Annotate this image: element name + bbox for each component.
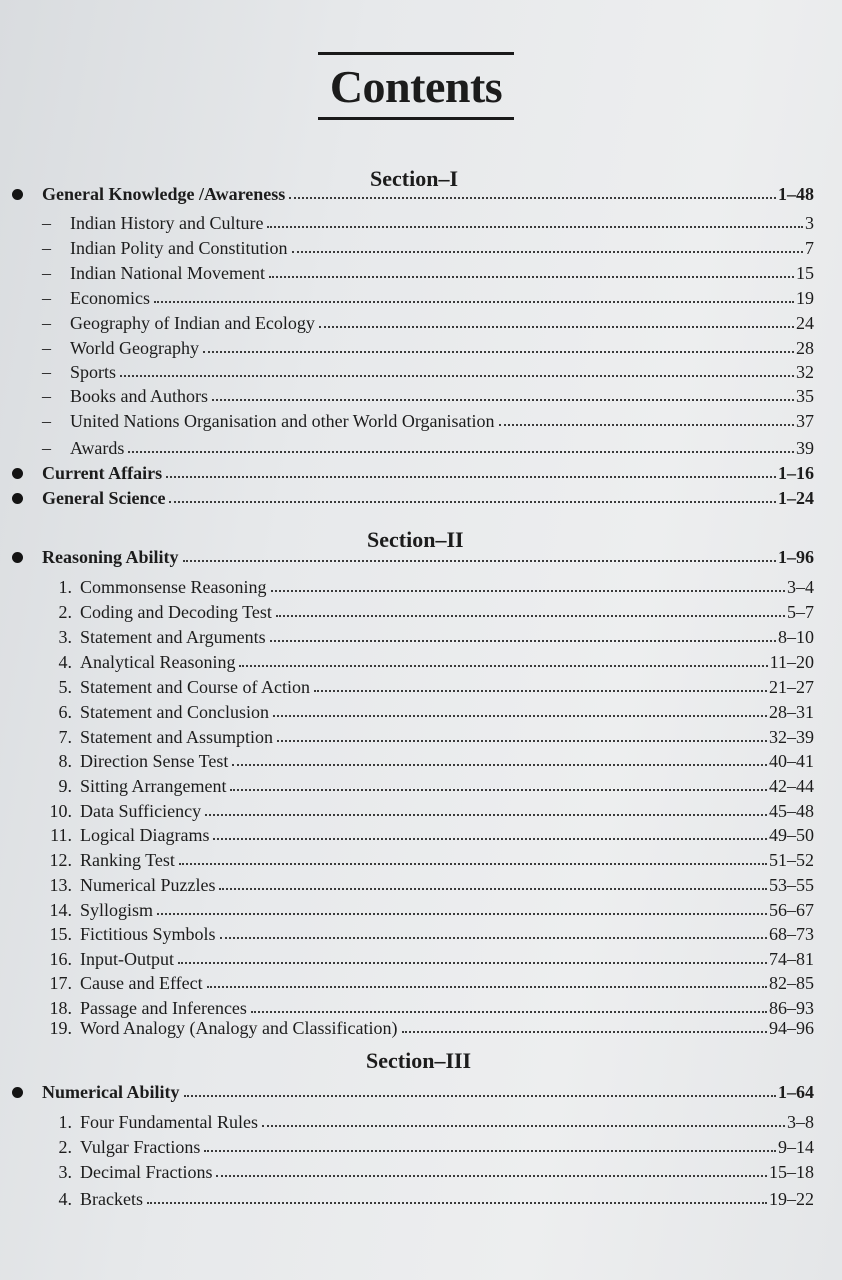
dash-marker: – — [42, 338, 51, 358]
dot-leader — [183, 546, 776, 562]
entry-page-number: 15 — [796, 263, 814, 283]
toc-entry — [49, 948, 814, 970]
entry-page-number: 32–39 — [769, 727, 814, 747]
entry-label: Ranking Test — [80, 850, 175, 870]
toc-entry — [42, 262, 814, 284]
entry-label: Data Sufficiency — [80, 801, 202, 821]
dot-leader — [120, 361, 794, 377]
entry-page-number: 8–10 — [778, 627, 814, 647]
dash-marker: – — [42, 362, 51, 382]
entry-label: Commonsense Reasoning — [80, 577, 267, 597]
entry-label: Awards — [70, 438, 125, 458]
entry-page-number: 28 — [796, 338, 814, 358]
dot-leader — [251, 997, 767, 1013]
dot-leader — [220, 923, 767, 939]
entry-page-number: 42–44 — [769, 776, 814, 796]
entry-label: Sports — [70, 362, 117, 382]
toc-entry — [58, 1111, 814, 1133]
dot-leader — [154, 287, 794, 303]
toc-entry — [58, 676, 814, 698]
dot-leader — [179, 849, 767, 865]
entry-number: 4. — [58, 1189, 72, 1209]
entry-page-number: 19–22 — [769, 1189, 814, 1209]
toc-entry — [58, 1161, 814, 1183]
dot-leader — [270, 626, 776, 642]
dot-leader — [402, 1017, 768, 1033]
entry-page-number: 1–64 — [778, 1082, 814, 1102]
toc-entry — [42, 212, 814, 234]
entry-label: Indian Polity and Constitution — [70, 238, 288, 258]
bullet-icon — [12, 552, 23, 563]
entry-page-number: 86–93 — [769, 998, 814, 1018]
entry-page-number: 82–85 — [769, 973, 814, 993]
entry-label: Geography of Indian and Ecology — [70, 313, 315, 333]
entry-label: United Nations Organisation and other World Organisation — [70, 411, 495, 431]
bullet-icon — [12, 468, 23, 479]
dot-leader — [169, 487, 776, 503]
bullet-icon — [12, 189, 23, 200]
entry-label: Sitting Arrangement — [80, 776, 227, 796]
entry-label: Direction Sense Test — [80, 751, 229, 771]
toc-entry — [58, 726, 814, 748]
entry-page-number: 5–7 — [787, 602, 814, 622]
toc-entry — [42, 546, 814, 568]
entry-label: Numerical Puzzles — [80, 875, 216, 895]
entry-label: World Geography — [70, 338, 200, 358]
dot-leader — [203, 337, 794, 353]
entry-label: Cause and Effect — [80, 973, 203, 993]
toc-entry — [42, 1081, 814, 1103]
toc-entry — [42, 337, 814, 359]
entry-label: Syllogism — [80, 900, 154, 920]
entry-page-number: 40–41 — [769, 751, 814, 771]
dot-leader — [216, 1161, 767, 1177]
entry-number: 4. — [58, 652, 72, 672]
entry-label: Numerical Ability — [42, 1082, 180, 1102]
entry-page-number: 51–52 — [769, 850, 814, 870]
entry-number: 11. — [50, 825, 72, 845]
entry-label: Input-Output — [80, 949, 174, 969]
entry-number: 2. — [58, 602, 72, 622]
dot-leader — [219, 874, 767, 890]
entry-page-number: 35 — [796, 386, 814, 406]
toc-entry — [49, 874, 814, 896]
toc-entry — [58, 701, 814, 723]
entry-number: 19. — [49, 1018, 72, 1038]
entry-page-number: 37 — [796, 411, 814, 431]
entry-label: Logical Diagrams — [80, 825, 210, 845]
toc-entry — [42, 385, 814, 407]
dot-leader — [267, 212, 803, 228]
dot-leader — [262, 1111, 785, 1127]
toc-entry — [50, 824, 814, 846]
entry-number: 16. — [49, 949, 72, 969]
entry-number: 17. — [49, 973, 72, 993]
dot-leader — [276, 601, 785, 617]
entry-number: 18. — [49, 998, 72, 1018]
section-heading-1: Section–I — [370, 166, 458, 191]
toc-entry — [42, 183, 814, 205]
entry-page-number: 94–96 — [769, 1018, 814, 1038]
entry-label: Statement and Arguments — [80, 627, 266, 647]
dot-leader — [157, 899, 767, 915]
entry-page-number: 3–4 — [787, 577, 814, 597]
dot-leader — [178, 948, 767, 964]
entry-number: 6. — [58, 702, 72, 722]
toc-entry — [58, 750, 814, 772]
dash-marker: – — [42, 438, 51, 458]
toc-entry — [49, 1017, 814, 1039]
entry-number: 9. — [58, 776, 72, 796]
toc-entry — [42, 312, 814, 334]
entry-page-number: 7 — [805, 238, 814, 258]
toc-entry — [49, 923, 814, 945]
dot-leader — [213, 824, 767, 840]
entry-page-number: 45–48 — [769, 801, 814, 821]
bullet-icon — [12, 493, 23, 504]
entry-label: General Knowledge /Awareness — [42, 184, 286, 204]
dot-leader — [499, 410, 795, 426]
dot-leader — [239, 651, 767, 667]
dot-leader — [207, 972, 767, 988]
dash-marker: – — [42, 263, 51, 283]
dot-leader — [205, 800, 767, 816]
bullet-icon — [12, 1087, 23, 1098]
entry-page-number: 53–55 — [769, 875, 814, 895]
entry-number: 12. — [49, 850, 72, 870]
dash-marker: – — [42, 238, 51, 258]
toc-entry — [49, 800, 814, 822]
entry-label: Analytical Reasoning — [80, 652, 236, 672]
entry-page-number: 3–8 — [787, 1112, 814, 1132]
entry-label: Fictitious Symbols — [80, 924, 216, 944]
entry-label: Indian National Movement — [70, 263, 265, 283]
entry-label: Vulgar Fractions — [80, 1137, 201, 1157]
dot-leader — [314, 676, 767, 692]
entry-page-number: 74–81 — [769, 949, 814, 969]
entry-page-number: 19 — [796, 288, 814, 308]
toc-entry — [42, 462, 814, 484]
toc-entry — [42, 361, 814, 383]
toc-entry — [49, 997, 814, 1019]
entry-number: 14. — [49, 900, 72, 920]
dot-leader — [147, 1188, 767, 1204]
entry-label: Statement and Assumption — [80, 727, 273, 747]
entry-label: Books and Authors — [70, 386, 209, 406]
entry-label: Economics — [70, 288, 150, 308]
contents-title-box — [318, 52, 514, 120]
dot-leader — [232, 750, 767, 766]
entry-number: 3. — [58, 627, 72, 647]
entry-page-number: 56–67 — [769, 900, 814, 920]
entry-page-number: 24 — [796, 313, 814, 333]
toc-entry — [42, 437, 814, 459]
entry-number: 13. — [49, 875, 72, 895]
toc-entry — [42, 287, 814, 309]
dot-leader — [319, 312, 794, 328]
entry-number: 3. — [58, 1162, 72, 1182]
entry-page-number: 1–24 — [778, 488, 814, 508]
toc-entry — [58, 626, 814, 648]
entry-label: Statement and Course of Action — [80, 677, 310, 697]
entry-label: Brackets — [80, 1189, 143, 1209]
entry-page-number: 11–20 — [769, 652, 814, 672]
dot-leader — [212, 385, 794, 401]
dash-marker: – — [42, 313, 51, 333]
dot-leader — [289, 183, 776, 199]
dash-marker: – — [42, 213, 51, 233]
entry-page-number: 1–16 — [778, 463, 814, 483]
dash-marker: – — [42, 386, 51, 406]
toc-entry — [42, 237, 814, 259]
dash-marker: – — [42, 288, 51, 308]
entry-number: 7. — [58, 727, 72, 747]
dot-leader — [166, 462, 776, 478]
toc-entry — [58, 1188, 814, 1210]
entry-page-number: 9–14 — [778, 1137, 814, 1157]
entry-page-number: 1–48 — [778, 184, 814, 204]
entry-page-number: 68–73 — [769, 924, 814, 944]
toc-entry — [58, 1136, 814, 1158]
toc-entry — [42, 410, 814, 432]
entry-label: Passage and Inferences — [80, 998, 247, 1018]
dot-leader — [277, 726, 767, 742]
entry-label: Indian History and Culture — [70, 213, 264, 233]
dot-leader — [273, 701, 767, 717]
entry-page-number: 49–50 — [769, 825, 814, 845]
section-heading-2: Section–II — [367, 527, 464, 552]
entry-number: 1. — [58, 1112, 72, 1132]
dot-leader — [269, 262, 794, 278]
entry-label: Reasoning Ability — [42, 547, 179, 567]
entry-page-number: 1–96 — [778, 547, 814, 567]
toc-entry — [58, 576, 814, 598]
toc-entry — [42, 487, 814, 509]
section-heading-3: Section–III — [366, 1048, 472, 1073]
entry-number: 5. — [58, 677, 72, 697]
entry-label: Word Analogy (Analogy and Classification) — [80, 1018, 398, 1038]
entry-label: Decimal Fractions — [80, 1162, 213, 1182]
entry-number: 2. — [58, 1137, 72, 1157]
entry-label: Statement and Conclusion — [80, 702, 269, 722]
entry-page-number: 39 — [796, 438, 814, 458]
entry-label: Coding and Decoding Test — [80, 602, 272, 622]
entry-label: General Science — [42, 488, 166, 508]
entry-page-number: 15–18 — [769, 1162, 814, 1182]
entry-page-number: 28–31 — [769, 702, 814, 722]
page-title: Contents — [329, 61, 503, 112]
entry-page-number: 3 — [805, 213, 814, 233]
toc-entry — [49, 899, 814, 921]
dot-leader — [230, 775, 767, 791]
dot-leader — [292, 237, 803, 253]
entry-page-number: 21–27 — [769, 677, 814, 697]
dot-leader — [271, 576, 786, 592]
dot-leader — [204, 1136, 776, 1152]
entry-number: 1. — [58, 577, 72, 597]
entry-number: 8. — [58, 751, 72, 771]
toc-entry — [58, 775, 814, 797]
entry-page-number: 32 — [796, 362, 814, 382]
entry-number: 15. — [49, 924, 72, 944]
dot-leader — [128, 437, 794, 453]
entry-number: 10. — [49, 801, 72, 821]
entry-label: Four Fundamental Rules — [80, 1112, 258, 1132]
toc-entry — [58, 601, 814, 623]
entry-label: Current Affairs — [42, 463, 163, 483]
dash-marker: – — [42, 411, 51, 431]
toc-entry — [49, 972, 814, 994]
toc-entry — [49, 849, 814, 871]
toc-entry — [58, 651, 814, 673]
dot-leader — [184, 1081, 777, 1097]
